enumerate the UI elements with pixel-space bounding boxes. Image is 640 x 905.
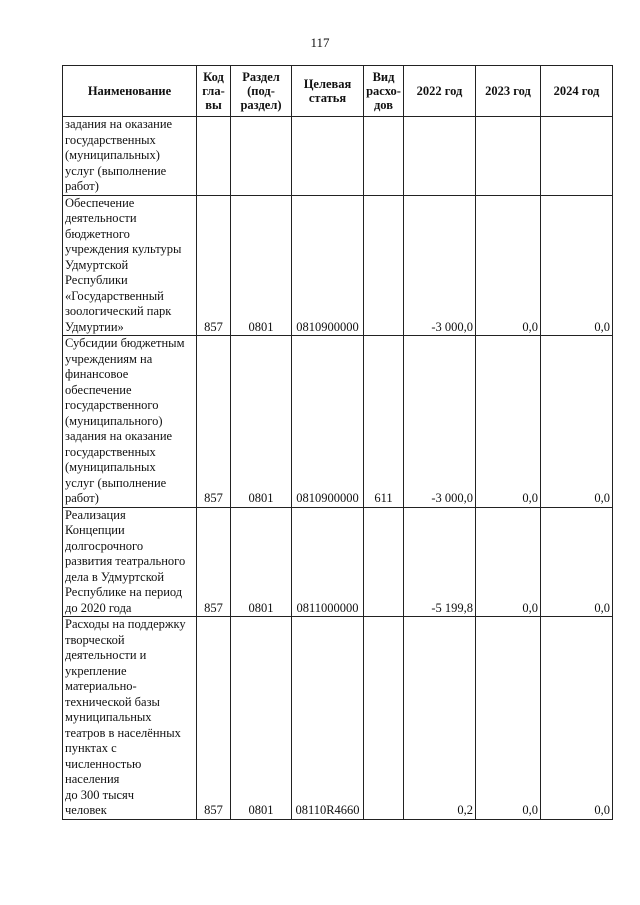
- table-row: [63, 617, 613, 820]
- row-2023: [476, 117, 541, 196]
- row-type: 611: [364, 336, 404, 508]
- row-code: 857: [197, 507, 231, 617]
- row-2023: 0,0: [476, 195, 541, 336]
- header-code: Код гла- вы: [197, 66, 231, 117]
- row-target: [292, 117, 364, 196]
- header-2024: 2024 год: [541, 66, 613, 117]
- table-row: [63, 507, 613, 617]
- row-section: 0801: [231, 617, 292, 820]
- row-section: [231, 117, 292, 196]
- row-name: [63, 195, 197, 336]
- row-name: [63, 617, 197, 820]
- row-code: [197, 117, 231, 196]
- row-code: 857: [197, 617, 231, 820]
- row-2024: [541, 117, 613, 196]
- table-header-row: [63, 66, 613, 117]
- row-section: 0801: [231, 195, 292, 336]
- header-target: Целевая статья: [292, 66, 364, 117]
- row-2023: 0,0: [476, 617, 541, 820]
- row-name-text: Реализация Концепции долгосрочного развития театрального дела в Удмуртской Республике на период до 2020 года: [65, 507, 186, 615]
- header-section: Раздел (под- раздел): [231, 66, 292, 117]
- row-type: [364, 117, 404, 196]
- header-name: Наименование: [63, 66, 197, 117]
- header-2023: 2023 год: [476, 66, 541, 117]
- row-name: [63, 507, 197, 617]
- row-2022: [404, 117, 476, 196]
- row-name-text: Обеспечение деятельности бюджетного учреждения культуры Удмуртской Республики «Государственный зоологический парк Удмуртии»: [65, 195, 182, 334]
- row-type: [364, 195, 404, 336]
- row-2022: -3 000,0: [404, 195, 476, 336]
- row-target: 0810900000: [292, 195, 364, 336]
- row-2022: -5 199,8: [404, 507, 476, 617]
- budget-table: [62, 65, 613, 820]
- row-target: 0811000000: [292, 507, 364, 617]
- table-row: [63, 336, 613, 508]
- row-2024: 0,0: [541, 195, 613, 336]
- row-2024: 0,0: [541, 617, 613, 820]
- row-2024: 0,0: [541, 336, 613, 508]
- row-section: 0801: [231, 336, 292, 508]
- row-name-text: задания на оказание государственных (муниципальных) услуг (выполнение работ): [65, 117, 173, 193]
- row-2023: 0,0: [476, 507, 541, 617]
- row-name: [63, 336, 197, 508]
- header-type: Вид расхо- дов: [364, 66, 404, 117]
- table-row: [63, 117, 613, 196]
- row-2022: 0,2: [404, 617, 476, 820]
- row-name: [63, 117, 197, 196]
- row-target: 0810900000: [292, 336, 364, 508]
- row-section: 0801: [231, 507, 292, 617]
- row-name-text: Субсидии бюджетным учреждениям на финансовое обеспечение государственного (муниципального) задания на оказание государственных (муниципальных услуг (выполнение работ): [65, 336, 185, 505]
- table-row: [63, 195, 613, 336]
- row-2024: 0,0: [541, 507, 613, 617]
- row-code: 857: [197, 195, 231, 336]
- row-code: 857: [197, 336, 231, 508]
- row-type: [364, 507, 404, 617]
- header-2022: 2022 год: [404, 66, 476, 117]
- row-name-text: Расходы на поддержку творческой деятельности и укрепление материально- технической базы муниципальных театров в населённых пунктах с численностью населения до 300 тысяч человек: [65, 617, 186, 817]
- page-number: 117: [310, 35, 330, 50]
- row-2023: 0,0: [476, 336, 541, 508]
- row-2022: -3 000,0: [404, 336, 476, 508]
- row-target: 08110R4660: [292, 617, 364, 820]
- row-type: [364, 617, 404, 820]
